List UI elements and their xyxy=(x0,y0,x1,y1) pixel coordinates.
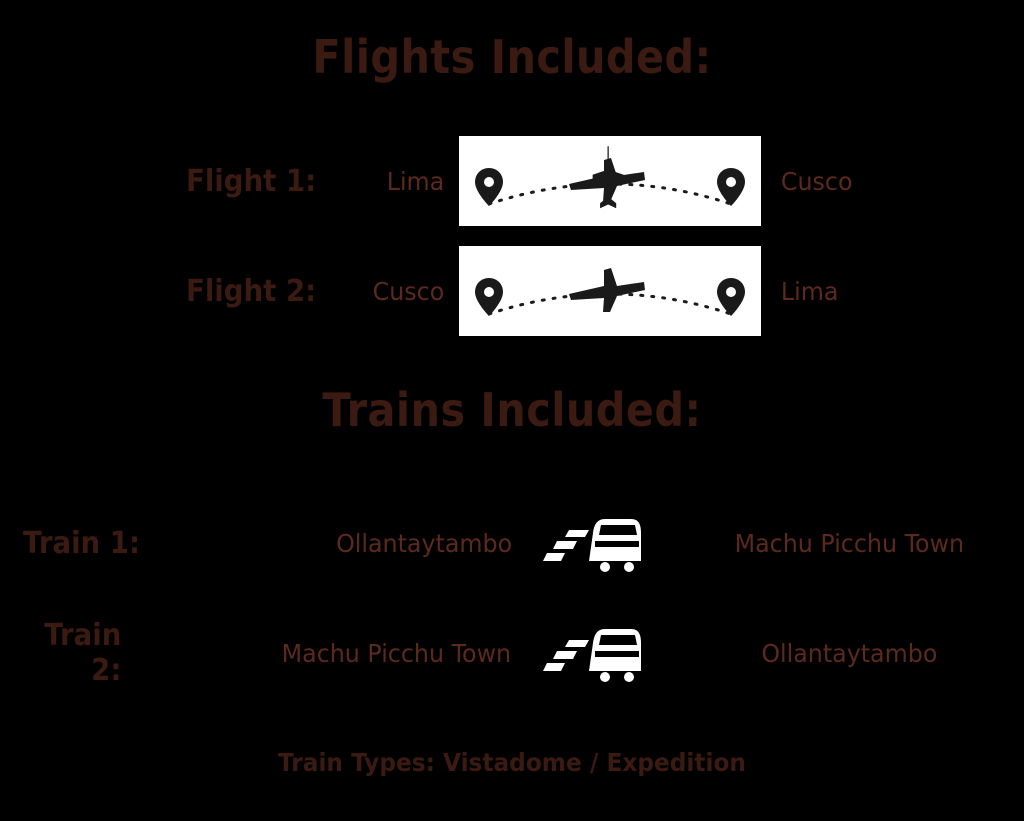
train-2-destination: Ollantaytambo xyxy=(760,638,937,668)
flight-row xyxy=(0,136,1024,226)
train-1-graphic xyxy=(539,498,659,588)
flights-section-title: Flights Included: xyxy=(312,30,712,84)
flight-row xyxy=(0,246,1024,336)
train-icon xyxy=(539,503,659,583)
train-2-label: Train 2: xyxy=(44,618,122,688)
flight-1-graphic-panel xyxy=(459,136,761,226)
flight-1-label: Flight 1: xyxy=(185,163,317,199)
train-icon xyxy=(539,613,659,693)
train-row xyxy=(0,498,1024,588)
train-2-origin: Machu Picchu Town xyxy=(281,638,512,668)
flight-2-destination: Lima xyxy=(780,276,839,306)
airplane-route-icon xyxy=(459,136,761,226)
train-row xyxy=(0,608,1024,698)
airplane-route-icon xyxy=(459,246,761,336)
flight-2-origin: Cusco xyxy=(372,276,445,306)
train-types-note: Train Types: Vistadome / Expedition xyxy=(278,748,746,777)
trains-section-title: Trains Included: xyxy=(322,383,702,437)
flight-1-destination: Cusco xyxy=(780,166,853,196)
train-1-destination: Machu Picchu Town xyxy=(734,528,964,558)
flight-1-origin: Lima xyxy=(386,166,445,196)
flight-2-label: Flight 2: xyxy=(185,273,317,309)
train-2-graphic xyxy=(539,608,659,698)
train-1-origin: Ollantaytambo xyxy=(335,528,512,558)
train-1-label: Train 1: xyxy=(23,525,141,561)
flight-2-graphic-panel xyxy=(459,246,761,336)
